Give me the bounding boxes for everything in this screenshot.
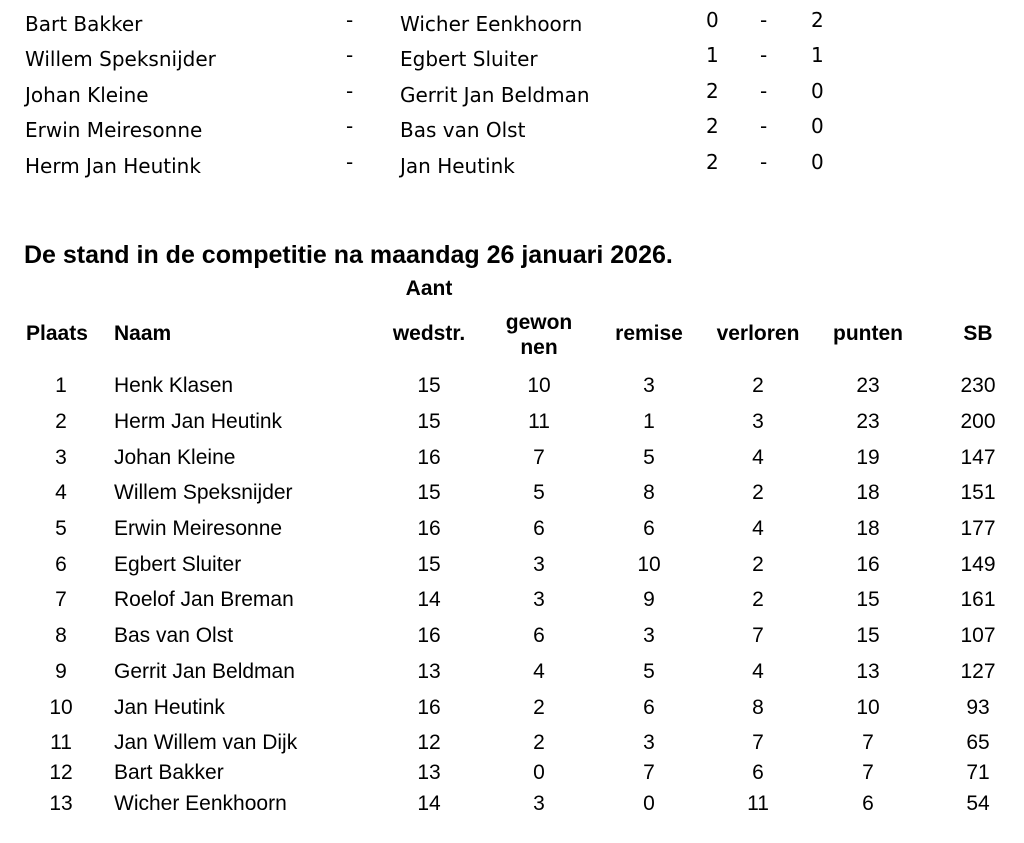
result-row (0, 0, 1024, 35)
away-score: 1 (811, 43, 824, 67)
cell-plaats: 10 (49, 696, 73, 719)
cell-remise: 5 (643, 446, 655, 469)
home-player: Erwin Meiresonne (25, 118, 203, 142)
cell-plaats: 7 (55, 588, 67, 611)
cell-gewonnen: 6 (533, 517, 545, 540)
cell-remise: 6 (643, 696, 655, 719)
cell-remise: 3 (643, 374, 655, 397)
cell-remise: 6 (643, 517, 655, 540)
cell-gespeeld: 16 (417, 517, 441, 540)
cell-sb: 107 (960, 624, 996, 647)
table-row (0, 696, 1024, 726)
cell-remise: 10 (637, 553, 661, 576)
cell-verloren: 2 (752, 553, 764, 576)
versus-separator: - (346, 79, 354, 103)
home-score: 2 (706, 79, 719, 103)
cell-plaats: 1 (55, 374, 67, 397)
cell-gespeeld: 16 (417, 696, 441, 719)
score-separator: - (760, 79, 768, 103)
home-player: Bart Bakker (25, 12, 143, 36)
table-row (0, 731, 1024, 761)
cell-gespeeld: 15 (417, 481, 441, 504)
cell-gewonnen: 6 (533, 624, 545, 647)
cell-punten: 15 (856, 624, 880, 647)
cell-verloren: 4 (752, 446, 764, 469)
cell-remise: 8 (643, 481, 655, 504)
away-score: 0 (811, 79, 824, 103)
cell-gespeeld: 15 (417, 374, 441, 397)
table-row (0, 517, 1024, 547)
header-plaats: Plaats (26, 322, 88, 345)
versus-separator: - (346, 8, 354, 32)
table-row (0, 761, 1024, 791)
score-separator: - (760, 43, 768, 67)
cell-punten: 18 (856, 481, 880, 504)
header-sb: SB (963, 322, 993, 345)
score-separator: - (760, 150, 768, 174)
cell-gespeeld: 15 (417, 410, 441, 433)
cell-remise: 7 (643, 761, 655, 784)
table-row (0, 792, 1024, 822)
cell-naam: Wicher Eenkhoorn (114, 792, 287, 815)
cell-verloren: 2 (752, 481, 764, 504)
cell-verloren: 2 (752, 374, 764, 397)
cell-gespeeld: 13 (417, 761, 441, 784)
cell-verloren: 11 (747, 792, 769, 815)
cell-sb: 149 (960, 553, 996, 576)
header-gewonnen-top: gewon (505, 311, 573, 334)
cell-gewonnen: 4 (533, 660, 545, 683)
cell-gewonnen: 5 (533, 481, 545, 504)
cell-naam: Erwin Meiresonne (114, 517, 283, 540)
score-separator: - (760, 114, 768, 138)
away-score: 0 (811, 150, 824, 174)
cell-punten: 23 (856, 374, 880, 397)
cell-remise: 3 (643, 731, 655, 754)
cell-gewonnen: 3 (533, 588, 545, 611)
cell-punten: 19 (856, 446, 880, 469)
table-row (0, 481, 1024, 511)
cell-naam: Jan Willem van Dijk (114, 731, 298, 754)
standings-title: De stand in de competitie na maandag 26 januari 2026. (24, 241, 673, 269)
away-player: Jan Heutink (400, 154, 515, 178)
cell-plaats: 4 (55, 481, 67, 504)
away-player: Egbert Sluiter (400, 47, 538, 71)
result-row (0, 35, 1024, 70)
cell-sb: 65 (966, 731, 990, 754)
cell-gewonnen: 11 (528, 410, 550, 433)
cell-sb: 177 (960, 517, 996, 540)
cell-sb: 147 (960, 446, 996, 469)
table-row (0, 660, 1024, 690)
cell-gewonnen: 3 (533, 792, 545, 815)
cell-remise: 1 (643, 410, 655, 433)
cell-gespeeld: 12 (417, 731, 441, 754)
cell-verloren: 8 (752, 696, 764, 719)
table-row (0, 446, 1024, 476)
cell-naam: Roelof Jan Breman (114, 588, 294, 611)
away-player: Wicher Eenkhoorn (400, 12, 583, 36)
home-player: Willem Speksnijder (25, 47, 216, 71)
cell-punten: 13 (856, 660, 880, 683)
cell-verloren: 7 (752, 731, 764, 754)
cell-sb: 161 (960, 588, 996, 611)
header-gespeeld-top: Aant (405, 277, 453, 300)
standings-header (0, 275, 1024, 365)
away-score: 2 (811, 8, 824, 32)
home-score: 1 (706, 43, 719, 67)
cell-remise: 3 (643, 624, 655, 647)
header-gespeeld-bottom: wedstr. (392, 322, 466, 345)
cell-gespeeld: 16 (417, 624, 441, 647)
versus-separator: - (346, 114, 354, 138)
cell-gewonnen: 3 (533, 553, 545, 576)
cell-naam: Bas van Olst (114, 624, 234, 647)
home-player: Johan Kleine (25, 83, 149, 107)
header-punten: punten (833, 322, 903, 345)
home-score: 2 (706, 150, 719, 174)
cell-remise: 0 (643, 792, 655, 815)
cell-sb: 230 (960, 374, 996, 397)
cell-plaats: 11 (50, 731, 72, 754)
cell-punten: 15 (856, 588, 880, 611)
versus-separator: - (346, 150, 354, 174)
cell-gespeeld: 14 (417, 588, 441, 611)
result-row (0, 142, 1024, 177)
cell-sb: 151 (960, 481, 996, 504)
cell-gewonnen: 2 (533, 731, 545, 754)
cell-plaats: 8 (55, 624, 67, 647)
cell-gewonnen: 2 (533, 696, 545, 719)
result-row (0, 106, 1024, 141)
cell-naam: Jan Heutink (114, 696, 225, 719)
home-score: 0 (706, 8, 719, 32)
table-row (0, 374, 1024, 404)
cell-punten: 18 (856, 517, 880, 540)
cell-punten: 16 (856, 553, 880, 576)
cell-sb: 93 (966, 696, 990, 719)
header-naam: Naam (114, 322, 172, 345)
cell-naam: Willem Speksnijder (114, 481, 293, 504)
header-remise: remise (615, 322, 683, 345)
cell-plaats: 9 (55, 660, 67, 683)
table-row (0, 588, 1024, 618)
cell-punten: 6 (862, 792, 874, 815)
header-gewonnen-bottom: nen (520, 336, 558, 359)
cell-punten: 7 (862, 731, 874, 754)
cell-verloren: 4 (752, 660, 764, 683)
cell-plaats: 6 (55, 553, 67, 576)
cell-gewonnen: 0 (533, 761, 545, 784)
cell-sb: 54 (966, 792, 990, 815)
cell-plaats: 2 (55, 410, 67, 433)
cell-verloren: 3 (752, 410, 764, 433)
cell-verloren: 7 (752, 624, 764, 647)
home-player: Herm Jan Heutink (25, 154, 201, 178)
cell-punten: 10 (856, 696, 880, 719)
cell-verloren: 6 (752, 761, 764, 784)
cell-gespeeld: 14 (417, 792, 441, 815)
cell-plaats: 3 (55, 446, 67, 469)
away-player: Bas van Olst (400, 118, 526, 142)
cell-remise: 5 (643, 660, 655, 683)
cell-sb: 71 (966, 761, 990, 784)
cell-naam: Egbert Sluiter (114, 553, 242, 576)
cell-naam: Gerrit Jan Beldman (114, 660, 295, 683)
away-player: Gerrit Jan Beldman (400, 83, 590, 107)
table-row (0, 410, 1024, 440)
result-row (0, 71, 1024, 106)
cell-gespeeld: 15 (417, 553, 441, 576)
home-score: 2 (706, 114, 719, 138)
cell-plaats: 13 (49, 792, 73, 815)
score-separator: - (760, 8, 768, 32)
cell-sb: 127 (960, 660, 996, 683)
cell-gespeeld: 16 (417, 446, 441, 469)
cell-gewonnen: 10 (527, 374, 551, 397)
cell-gewonnen: 7 (533, 446, 545, 469)
versus-separator: - (346, 43, 354, 67)
cell-remise: 9 (643, 588, 655, 611)
cell-plaats: 5 (55, 517, 67, 540)
cell-verloren: 4 (752, 517, 764, 540)
cell-punten: 23 (856, 410, 880, 433)
cell-verloren: 2 (752, 588, 764, 611)
cell-naam: Bart Bakker (114, 761, 224, 784)
cell-sb: 200 (960, 410, 996, 433)
cell-punten: 7 (862, 761, 874, 784)
cell-plaats: 12 (49, 761, 73, 784)
header-verloren: verloren (716, 322, 800, 345)
table-row (0, 624, 1024, 654)
cell-naam: Henk Klasen (114, 374, 234, 397)
cell-naam: Johan Kleine (114, 446, 236, 469)
cell-gespeeld: 13 (417, 660, 441, 683)
table-row (0, 553, 1024, 583)
away-score: 0 (811, 114, 824, 138)
cell-naam: Herm Jan Heutink (114, 410, 283, 433)
